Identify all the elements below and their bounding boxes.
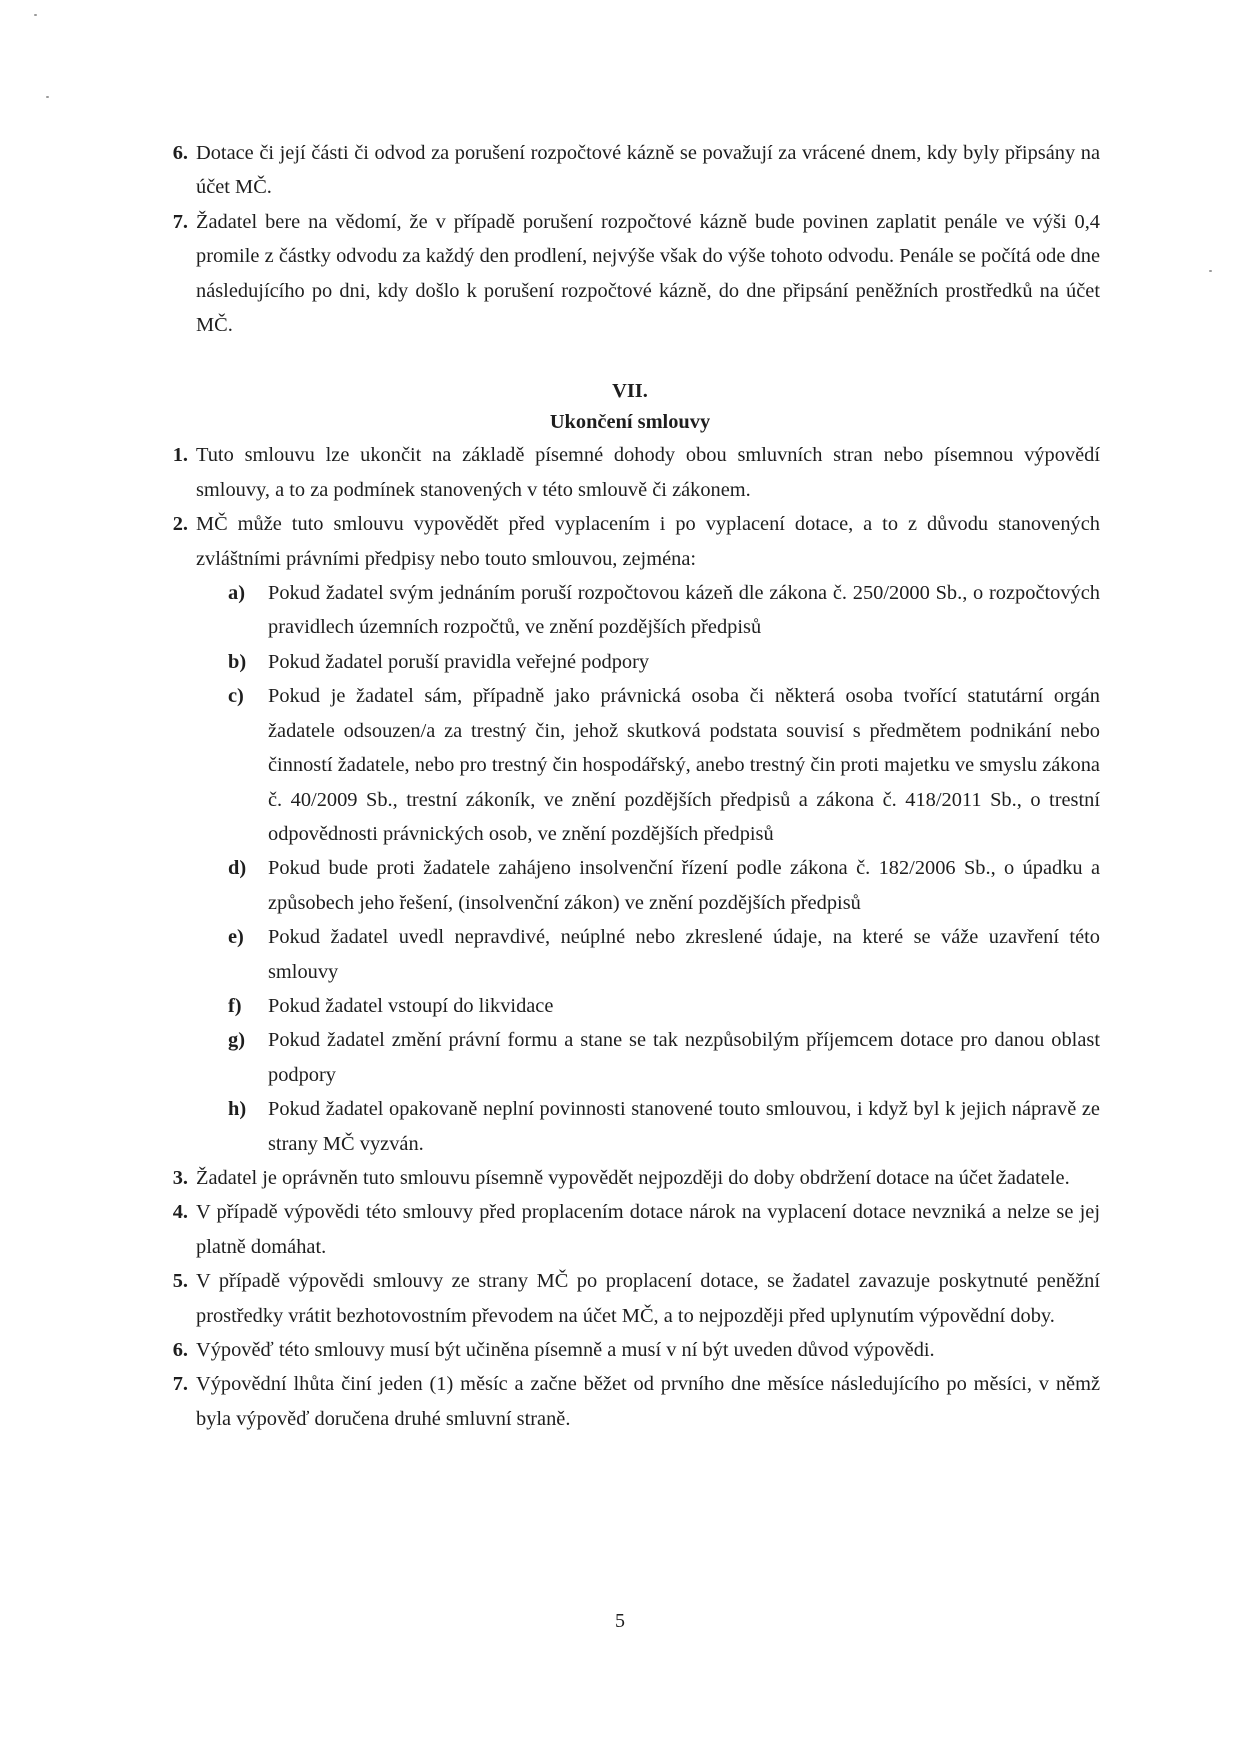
clause-4	[160, 1195, 1100, 1264]
clause-text: V případě výpovědi této smlouvy před proplacením dotace nárok na vyplacení dotace nevzniká a nelze se jej platně domáhat.	[196, 1201, 1100, 1258]
item-letter: b)	[228, 650, 247, 673]
clause-number: 5.	[172, 1270, 188, 1293]
scan-speck	[1209, 270, 1212, 272]
section-number: VII.	[612, 380, 648, 403]
termination-reasons-list	[160, 576, 1100, 1161]
clause-7	[160, 205, 1100, 343]
clause-6	[160, 136, 1100, 205]
clause-text: Výpověď této smlouvy musí být učiněna písemně a musí v ní být uveden důvod výpovědi.	[196, 1339, 935, 1361]
clause-text: MČ může tuto smlouvu vypovědět před vyplacením i po vyplacení dotace, a to z důvodu stanovených zvláštními právními předpisy nebo touto smlouvou, zejména:	[196, 513, 1100, 570]
item-text: Pokud žadatel vstoupí do likvidace	[268, 994, 554, 1017]
clause-1	[160, 438, 1100, 507]
clause-number: 6.	[172, 142, 188, 164]
clause-number: 6.	[172, 1339, 188, 1361]
clause-6b	[160, 1333, 1100, 1367]
item-letter: f)	[228, 994, 242, 1017]
document-body	[160, 136, 1100, 1436]
item-text: Pokud žadatel uvedl nepravdivé, neúplné nebo zkreslené údaje, na které se váže uzavření této smlouvy	[268, 926, 1100, 983]
clause-text: Žadatel je oprávněn tuto smlouvu písemně vypovědět nejpozději do doby obdržení dotace na účet žadatele.	[196, 1166, 1070, 1189]
item-letter: a)	[228, 582, 245, 605]
item-text: Pokud bude proti žadatele zahájeno insolvenční řízení podle zákona č. 182/2006 Sb., o úpadku a způsobech jeho řešení, (insolvenční zákon) ve znění pozdějších předpisů	[268, 857, 1100, 914]
item-letter: g)	[228, 1029, 245, 1052]
clause-text: Tuto smlouvu lze ukončit na základě písemné dohody obou smluvních stran nebo písemnou výpovědí smlouvy, a to za podmínek stanovených v této smlouvě či zákonem.	[196, 444, 1100, 501]
clause-text: V případě výpovědi smlouvy ze strany MČ po proplacení dotace, se žadatel zavazuje poskytnuté peněžní prostředky vrátit bezhotovostním převodem na účet MČ, a to nejpozději před uplynutím výpovědní doby.	[196, 1270, 1100, 1327]
item-letter: h)	[228, 1098, 247, 1121]
clause-number: 2.	[172, 513, 188, 536]
clause-text: Výpovědní lhůta činí jeden (1) měsíc a začne běžet od prvního dne měsíce následujícího po měsíci, v němž byla výpověď doručena druhé smluvní straně.	[196, 1373, 1100, 1430]
list-item	[160, 1092, 1100, 1161]
item-letter: e)	[228, 926, 244, 949]
clause-number: 3.	[172, 1166, 188, 1189]
list-item	[160, 645, 1100, 679]
clause-number: 4.	[172, 1201, 188, 1224]
item-letter: c)	[228, 685, 244, 708]
item-text: Pokud je žadatel sám, případně jako právnická osoba či některá osoba tvořící statutární orgán žadatele odsouzen/a za trestný čin, jehož skutková podstata souvisí s předmětem podnikání nebo činností žadatele, nebo pro trestný čin hospodářský, anebo trestný čin proti majetku ve smyslu zákona č. 40/2009 Sb., trestní zákoník, ve znění pozdějších předpisů a zákona č. 418/2011 Sb., o trestní odpovědnosti právnických osob, ve znění pozdějších předpisů	[268, 685, 1100, 845]
list-item	[160, 920, 1100, 989]
list-item	[160, 1023, 1100, 1092]
item-text: Pokud žadatel svým jednáním poruší rozpočtovou kázeň dle zákona č. 250/2000 Sb., o rozpočtových pravidlech územních rozpočtů, ve znění pozdějších předpisů	[268, 582, 1100, 639]
clause-7b	[160, 1367, 1100, 1436]
clause-number: 1.	[172, 444, 188, 467]
page-number: 5	[615, 1610, 625, 1632]
clause-number: 7.	[172, 1373, 188, 1396]
clause-5	[160, 1264, 1100, 1333]
list-item	[160, 679, 1100, 851]
scan-speck	[46, 96, 49, 98]
scan-speck	[34, 14, 37, 16]
item-text: Pokud žadatel poruší pravidla veřejné podpory	[268, 650, 650, 673]
clause-2	[160, 507, 1100, 576]
item-text: Pokud žadatel změní právní formu a stane se tak nezpůsobilým příjemcem dotace pro danou oblast podpory	[268, 1029, 1100, 1086]
item-letter: d)	[228, 857, 247, 880]
clause-text: Dotace či její části či odvod za porušení rozpočtové kázně se považují za vrácené dnem, kdy byly připsány na účet MČ.	[196, 142, 1100, 199]
clause-text: Žadatel bere na vědomí, že v případě porušení rozpočtové kázně bude povinen zaplatit penále ve výši 0,4 promile z částky odvodu za každý den prodlení, nejvýše však do výše tohoto odvodu. Penále se počítá ode dne následujícího po dni, kdy došlo k porušení rozpočtové kázně, do dne připsání peněžních prostředků na účet MČ.	[196, 210, 1100, 337]
list-item	[160, 989, 1100, 1023]
list-item	[160, 851, 1100, 920]
clause-3	[160, 1161, 1100, 1195]
clause-number: 7.	[172, 210, 188, 233]
list-item	[160, 576, 1100, 645]
section-title: Ukončení smlouvy	[549, 411, 711, 434]
item-text: Pokud žadatel opakovaně neplní povinnosti stanovené touto smlouvou, i když byl k jejich nápravě ze strany MČ vyzván.	[268, 1098, 1100, 1155]
